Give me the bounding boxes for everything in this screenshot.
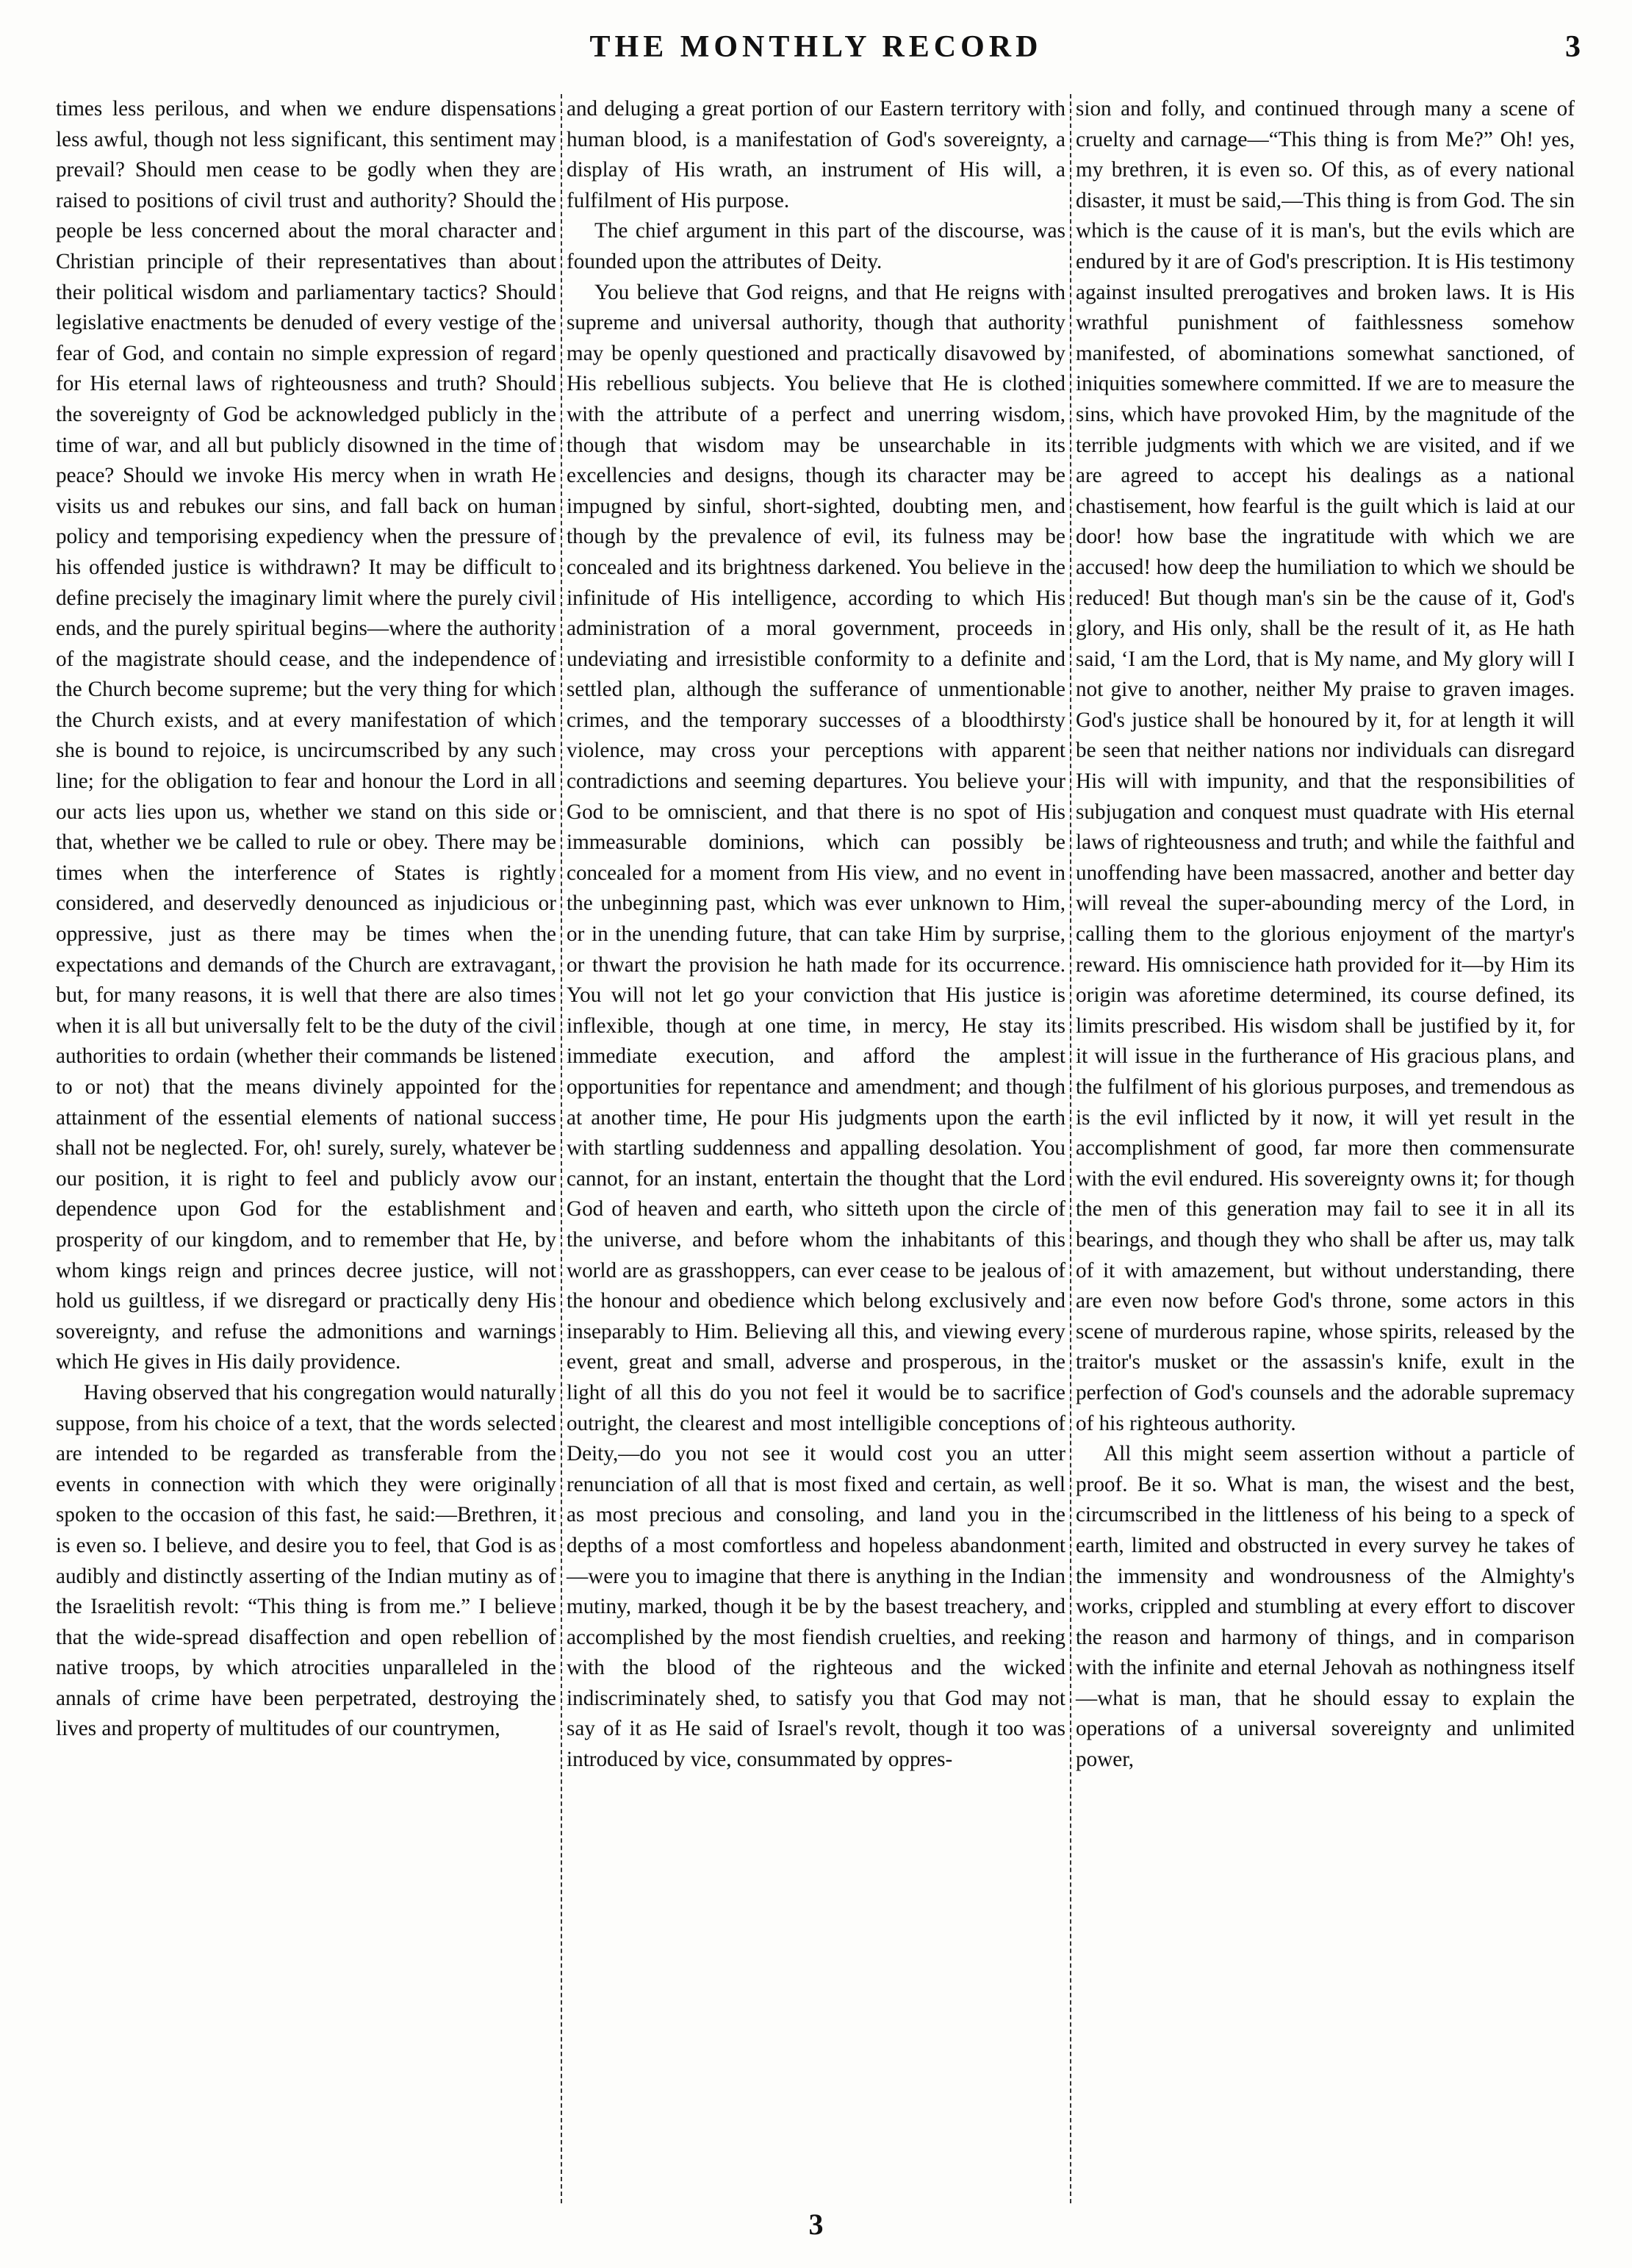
column-1: [51, 94, 561, 2203]
paragraph: Having observed that his congregation would naturally suppose, from his choice of a text, that the words selected are intended to be regarded as transferable from the events in connection with which they were originally spoken to the occasion of this fast, he said:—Brethren, it is even so. I believe, and desire you to feel, that God is as audibly and distinctly asserting of the Indian mutiny as of the Israelitish revolt: “This thing is from me.” I believe that the wide-spread disaffection and open rebellion of native troops, by which atrocities unparalleled in the annals of crime have been perpetrated, destroying the lives and property of multitudes of our countrymen,: [56, 1380, 556, 1741]
paragraph: You believe that God reigns, and that He reigns with supreme and universal authority, though that authority may be openly questioned and practically disavowed by His rebellious subjects. You believe that He is clothed with the attribute of a perfect and unerring wisdom, though that wisdom may be unsearchable in its excellencies and designs, though its character may be impugned by sinful, short-sighted, doubting men, and though by the prevalence of evil, its fulness may be concealed and its brightness darkened. You believe in the infinitude of His intelligence, according to which His administration of a moral government, proceeds in undeviating and irresistible conformity to a definite and settled plan, although the sufferance of unmentionable crimes, and the temporary successes of a bloodthirsty violence, may cross your perceptions with apparent contradictions and seeming departures. You believe your God to be omniscient, and that there is no spot of His immeasurable dominions, which can possibly be concealed for a moment from His view, and no event in the unbeginning past, which was ever unknown to Him, or in the unending future, that can take Him by surprise, or thwart the provision he hath made for its occurrence. You will not let go your conviction that His justice is inflexible, though at one time, in mercy, He stay its immediate execution, and afford the amplest opportunities for repentance and amendment; and though at another time, He pour His judgments upon the earth with startling suddenness and appalling desolation. You cannot, for an instant, entertain the thought that the Lord God of heaven and earth, who sitteth upon the circle of the universe, and before whom the inhabitants of this world are as grasshoppers, can ever cease to be jealous of the honour and obedience which belong exclusively and inseparably to Him. Believing all this, and viewing every event, great and small, adverse and prosperous, in the light of all this do you not feel it would be to sacrifice outright, the clearest and most intelligible conceptions of Deity,—do you not see it would cost you an utter renunciation of all that is most fixed and certain, as well as most precious and consoling, and land you in the depths of a most comfortless and hopeless abandonment—were you to imagine that there is anything in the Indian mutiny, marked, though it be by the basest treachery, and accomplished by the most fiendish cruelties, and reeking with the blood of the righteous and the wicked indiscriminately shed, to satisfy you that God may not say of it as He said of Israel's revolt, though it too was introduced by vice, consummated by oppres-: [567, 280, 1065, 1772]
paragraph: and deluging a great portion of our Eastern territory with human blood, is a manifestation of God's sovereignty, a display of His wrath, an instrument of His will, a fulfilment of His purpose.: [567, 97, 1065, 212]
paragraph: The chief argument in this part of the discourse, was founded upon the attributes of Deity.: [567, 219, 1065, 273]
header-page-number: 3: [1565, 30, 1581, 64]
text-columns: [51, 94, 1580, 2203]
paragraph: times less perilous, and when we endure dispensations less awful, though not less significant, this sentiment may prevail? Should men cease to be godly when they are raised to positions of civil trust and authority? Should the people be less concerned about the moral character and Christian principle of their representatives than about their political wisdom and parliamentary tactics? Should legislative enactments be denuded of every vestige of the fear of God, and contain no simple expression of regard for His eternal laws of righteousness and truth? Should the sovereignty of God be acknowledged publicly in the time of war, and all but publicly disowned in the time of peace? Should we invoke His mercy when in wrath He visits us and rebukes our sins, and fall back on human policy and temporising expediency when the pressure of his offended justice is withdrawn? It may be difficult to define precisely the imaginary limit where the purely civil ends, and the purely spiritual begins—where the authority of the magistrate should cease, and the independence of the Church become supreme; but the very thing for which the Church exists, and at every manifestation of which she is bound to rejoice, is uncircumscribed by any such line; for the obligation to fear and honour the Lord in all our acts lies upon us, whether we stand on this side or that, whether we be called to rule or obey. There may be times when the interference of States is rightly considered, and deservedly denounced as injudicious or oppressive, just as there may be times when the expectations and demands of the Church are extravagant, but, for many reasons, it is well that there are also times when it is all but universally felt to be the duty of the civil authorities to ordain (whether their commands be listened to or not) that the means divinely appointed for the attainment of the essential elements of national success shall not be neglected. For, oh! surely, surely, whatever be our position, it is right to feel and publicly avow our dependence upon God for the establishment and prosperity of our kingdom, and to remember that He, by whom kings reign and princes decree justice, will not hold us guiltless, if we disregard or practically deny His sovereignty, and refuse the admonitions and warnings which He gives in His daily providence.: [56, 97, 556, 1374]
column-2: [561, 94, 1070, 2203]
page-header: [51, 29, 1581, 73]
running-title: THE MONTHLY RECORD: [589, 30, 1043, 64]
paragraph: sion and folly, and continued through many a scene of cruelty and carnage—“This thing is from Me?” Oh! yes, my brethren, it is even so. Of this, as of every national disaster, it must be said,—This thing is from God. The sin which is the cause of it is man's, but the evils which are endured by it are of God's prescription. It is His testimony against insulted prerogatives and broken laws. It is His wrathful punishment of faithlessness somehow manifested, of abominations somewhat sanctioned, of iniquities somewhere committed. If we are to measure the sins, which have provoked Him, by the magnitude of the terrible judgments with which we are visited, and if we are agreed to accept his dealings as a national chastisement, how fearful is the guilt which is laid at our door! how base the ingratitude with which we are accused! how deep the humiliation to which we should be reduced! But though man's sin be the cause of it, God's glory, and His only, shall be the result of it, as He hath said, ‘I am the Lord, that is My name, and My glory will I not give to another, neither My praise to graven images. God's justice shall be honoured by it, for at length it will be seen that neither nations nor individuals can disregard His will with impunity, and that the responsibilities of subjugation and conquest must quadrate with His eternal laws of righteousness and truth; and while the faithful and unoffending have been massacred, another and better day will reveal the super-abounding mercy of the Lord, in calling them to the glorious enjoyment of the martyr's reward. His omniscience hath provided for it—by Him its origin was aforetime determined, its course defined, its limits prescribed. His wisdom shall be justified by it, for it will issue in the furtherance of His gracious plans, and the fulfilment of his glorious purposes, and tremendous as is the evil inflicted by it now, it will yet result in the accomplishment of good, far more then commensurate with the evil endured. His sovereignty owns it; for though the men of this generation may fail to see it in all its bearings, and though they who shall be after us, may talk of it with amazement, but without understanding, there are even now before God's throne, some actors in this scene of murderous rapine, whose spirits, released by the traitor's musket or the assassin's knife, exult in the perfection of God's counsels and the adorable supremacy of his righteous authority.: [1076, 97, 1575, 1435]
paragraph: All this might seem assertion without a particle of proof. Be it so. What is man, the wisest and the best, circumscribed in the littleness of his being to a speck of earth, limited and obstructed in every survey he takes of the immensity and wondrousness of the Almighty's works, crippled and stumbling at every effort to discover the reason and harmony of things, and in comparison with the infinite and eternal Jehovah as nothingness itself—what is man, that he should essay to explain the operations of a universal sovereignty and unlimited power,: [1076, 1442, 1575, 1772]
footer-page-number: 3: [808, 2208, 824, 2241]
column-3: [1070, 94, 1579, 2203]
